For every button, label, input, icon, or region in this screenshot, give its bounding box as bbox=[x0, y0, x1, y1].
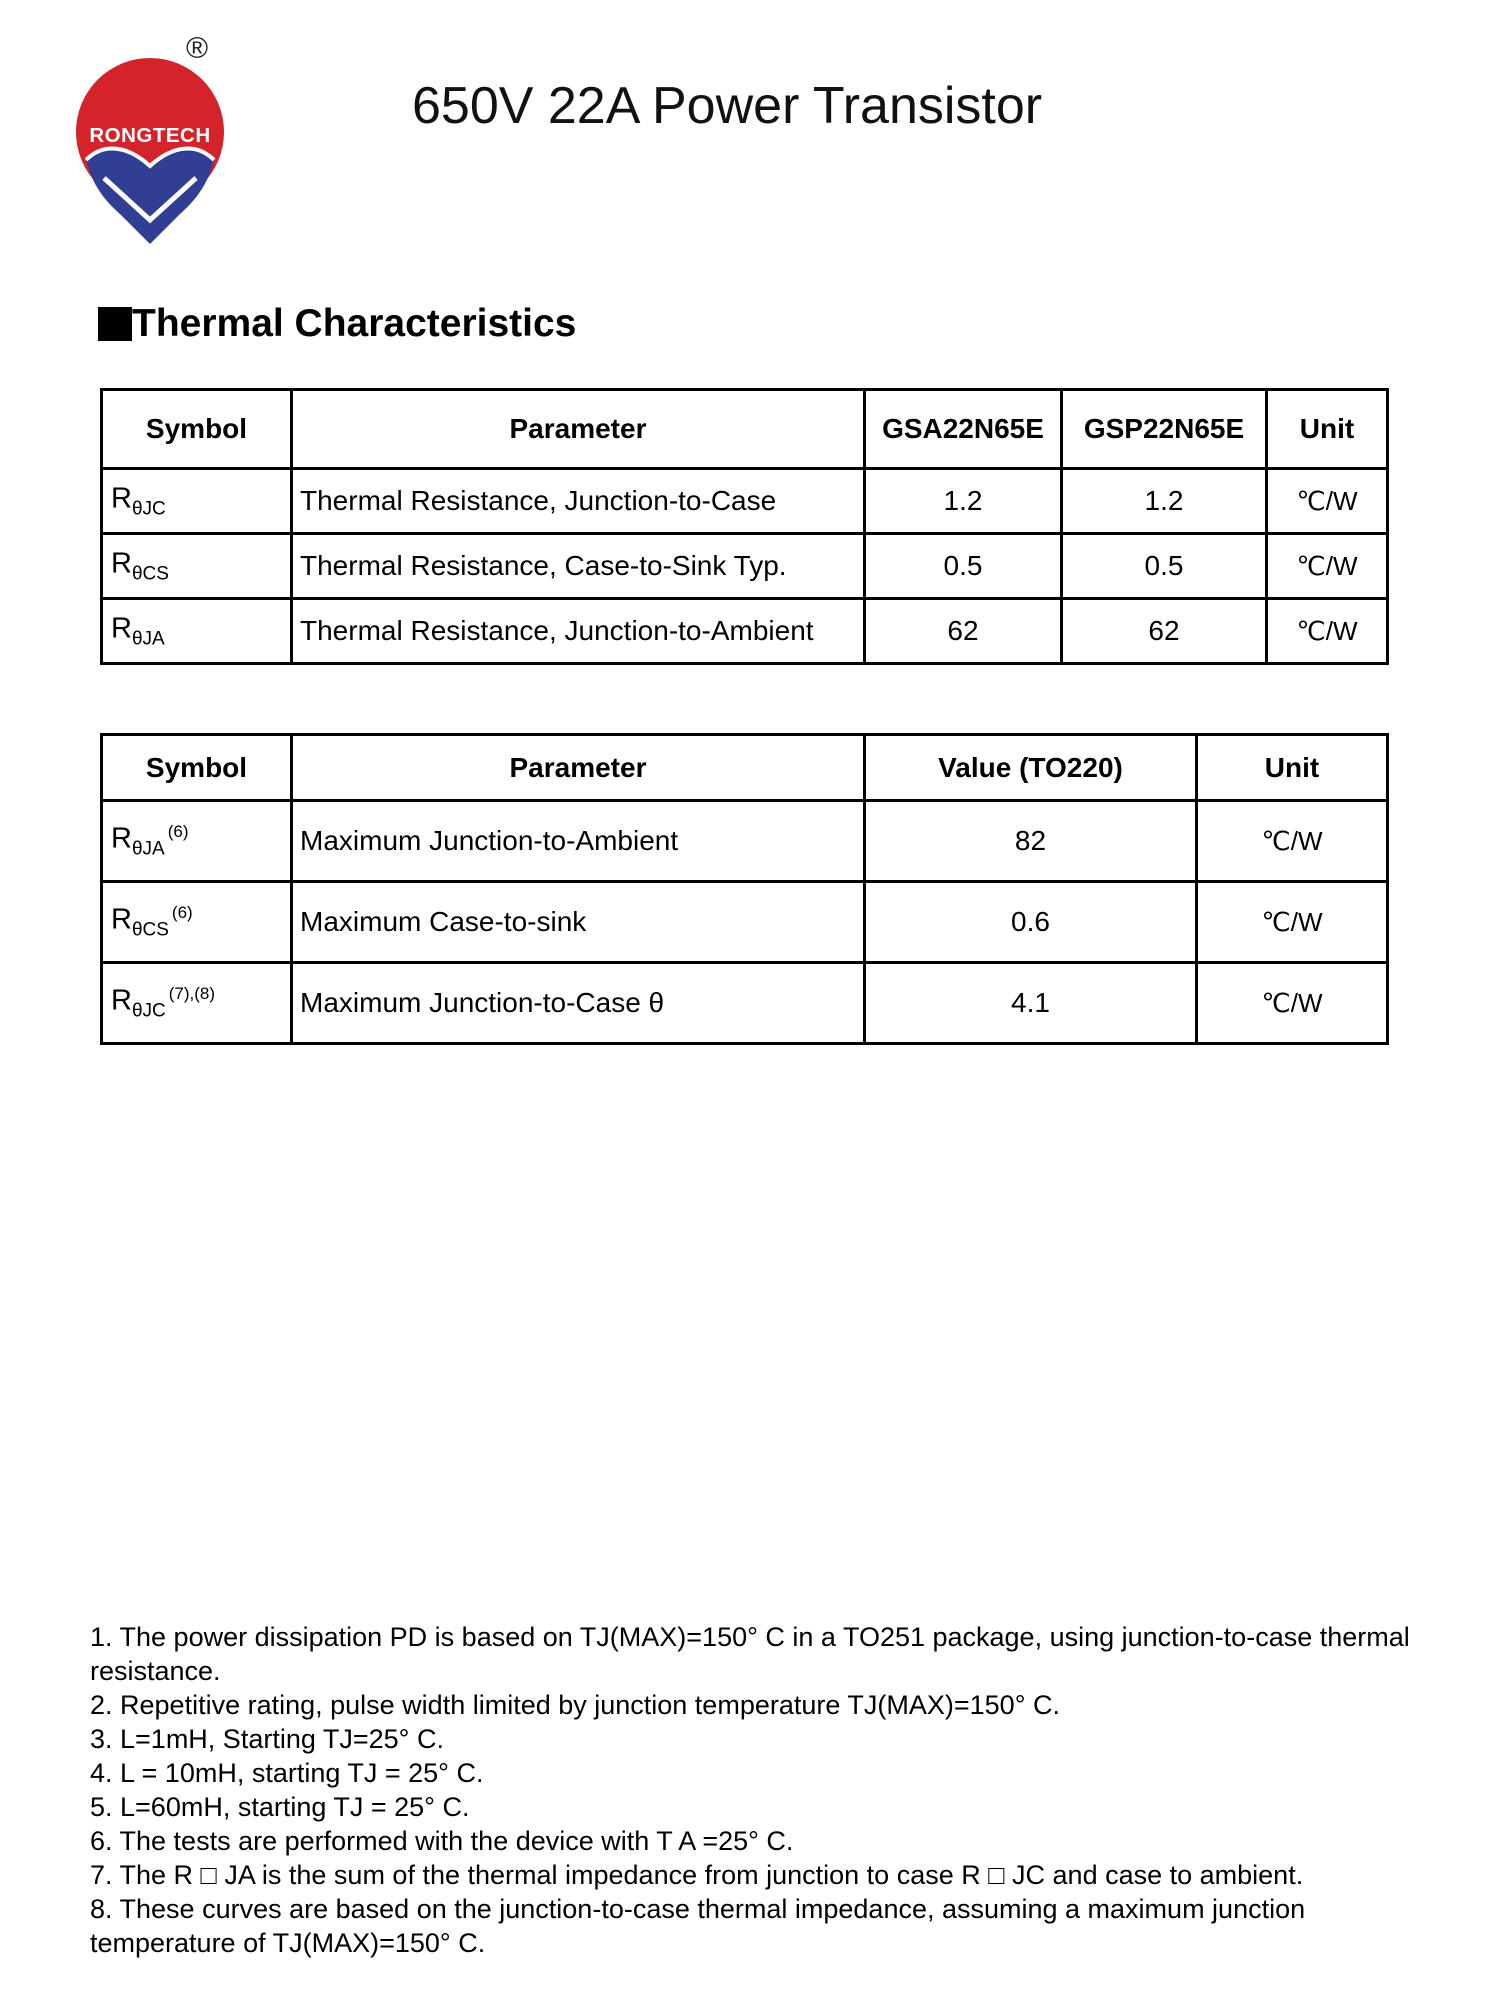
col-header-unit: Unit bbox=[1267, 390, 1388, 469]
footnote-7: 7. The R □ JA is the sum of the thermal impedance from junction to case R □ JC and case to ambient. bbox=[90, 1860, 1304, 1890]
col-header-unit: Unit bbox=[1197, 735, 1388, 801]
table-header-row bbox=[102, 390, 1388, 469]
table-row bbox=[102, 963, 1388, 1044]
symbol-base: R bbox=[111, 482, 132, 515]
thermal-characteristics-table bbox=[100, 388, 1389, 665]
unit-cell: ℃/W bbox=[1197, 963, 1388, 1044]
symbol-superscript-note: (7),(8) bbox=[168, 983, 216, 1003]
parameter-cell: Maximum Junction-to-Case θ bbox=[292, 963, 865, 1044]
col-header-symbol: Symbol bbox=[102, 390, 292, 469]
footnote-2: 2. Repetitive rating, pulse width limited by junction temperature TJ(MAX)=150° C. bbox=[90, 1690, 1060, 1720]
parameter-cell: Thermal Resistance, Case-to-Sink Typ. bbox=[292, 534, 865, 599]
symbol-cell bbox=[102, 534, 292, 599]
rongtech-logo bbox=[70, 28, 230, 253]
gsp-value-cell: 0.5 bbox=[1062, 534, 1267, 599]
gsa-value-cell: 62 bbox=[865, 599, 1062, 664]
to220-thermal-table bbox=[100, 733, 1389, 1045]
footnotes bbox=[90, 1620, 1420, 1960]
logo-brand-text: RONGTECH bbox=[89, 124, 211, 147]
footnote-1: 1. The power dissipation PD is based on TJ(MAX)=150° C in a TO251 package, using junction-to-case thermal resistance. bbox=[90, 1622, 1410, 1686]
symbol-base: R bbox=[111, 984, 132, 1017]
footnote-6: 6. The tests are performed with the device with T A =25° C. bbox=[90, 1826, 794, 1856]
symbol-base: R bbox=[111, 903, 132, 936]
parameter-cell: Maximum Junction-to-Ambient bbox=[292, 801, 865, 882]
footnote-3: 3. L=1mH, Starting TJ=25° C. bbox=[90, 1724, 444, 1754]
symbol-base: R bbox=[111, 612, 132, 645]
parameter-cell: Thermal Resistance, Junction-to-Case bbox=[292, 469, 865, 534]
registered-trademark-symbol: ® bbox=[186, 32, 209, 65]
symbol-subscript: θJC bbox=[131, 1000, 166, 1022]
footnote-5: 5. L=60mH, starting TJ = 25° C. bbox=[90, 1792, 470, 1822]
unit-cell: ℃/W bbox=[1267, 469, 1388, 534]
unit-cell: ℃/W bbox=[1197, 801, 1388, 882]
gsa-value-cell: 0.5 bbox=[865, 534, 1062, 599]
symbol-superscript-note: (6) bbox=[171, 902, 193, 922]
value-cell: 82 bbox=[865, 801, 1197, 882]
col-header-gsp22n65e: GSP22N65E bbox=[1062, 390, 1267, 469]
col-header-parameter: Parameter bbox=[292, 390, 865, 469]
symbol-base: R bbox=[111, 547, 132, 580]
symbol-cell bbox=[102, 963, 292, 1044]
symbol-subscript: θJA bbox=[131, 838, 165, 860]
value-cell: 0.6 bbox=[865, 882, 1197, 963]
symbol-subscript: θJC bbox=[131, 498, 166, 520]
table-row bbox=[102, 469, 1388, 534]
symbol-cell bbox=[102, 801, 292, 882]
section-heading-text: Thermal Characteristics bbox=[132, 302, 577, 345]
parameter-cell: Maximum Case-to-sink bbox=[292, 882, 865, 963]
symbol-cell bbox=[102, 469, 292, 534]
section-heading bbox=[98, 302, 576, 346]
symbol-base: R bbox=[111, 822, 132, 855]
page-title: 650V 22A Power Transistor bbox=[412, 77, 1043, 135]
unit-cell: ℃/W bbox=[1267, 599, 1388, 664]
table-row bbox=[102, 801, 1388, 882]
col-header-value-to220: Value (TO220) bbox=[865, 735, 1197, 801]
gsa-value-cell: 1.2 bbox=[865, 469, 1062, 534]
unit-cell: ℃/W bbox=[1197, 882, 1388, 963]
col-header-parameter: Parameter bbox=[292, 735, 865, 801]
table-header-row bbox=[102, 735, 1388, 801]
unit-cell: ℃/W bbox=[1267, 534, 1388, 599]
rongtech-logo-graphic bbox=[70, 28, 230, 253]
parameter-cell: Thermal Resistance, Junction-to-Ambient bbox=[292, 599, 865, 664]
symbol-subscript: θJA bbox=[131, 628, 165, 650]
symbol-subscript: θCS bbox=[131, 919, 169, 941]
col-header-symbol: Symbol bbox=[102, 735, 292, 801]
value-cell: 4.1 bbox=[865, 963, 1197, 1044]
footnote-4: 4. L = 10mH, starting TJ = 25° C. bbox=[90, 1758, 484, 1788]
table-row bbox=[102, 599, 1388, 664]
symbol-subscript: θCS bbox=[131, 563, 169, 585]
symbol-superscript-note: (6) bbox=[167, 821, 189, 841]
gsp-value-cell: 1.2 bbox=[1062, 469, 1267, 534]
footnote-8: 8. These curves are based on the junction-to-case thermal impedance, assuming a maximum junction temperature of TJ(MAX)=150° C. bbox=[90, 1894, 1306, 1958]
symbol-cell bbox=[102, 882, 292, 963]
col-header-gsa22n65e: GSA22N65E bbox=[865, 390, 1062, 469]
section-bullet-square bbox=[98, 307, 132, 341]
table-row bbox=[102, 882, 1388, 963]
gsp-value-cell: 62 bbox=[1062, 599, 1267, 664]
table-row bbox=[102, 534, 1388, 599]
symbol-cell bbox=[102, 599, 292, 664]
